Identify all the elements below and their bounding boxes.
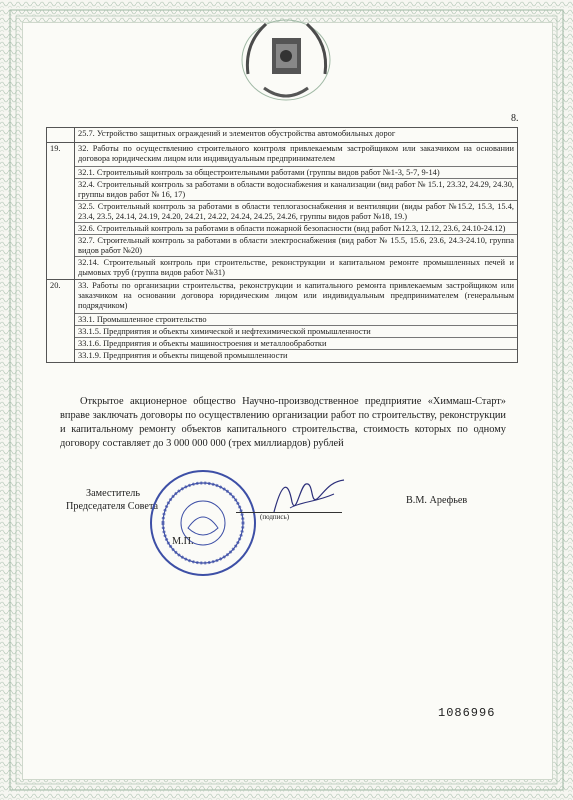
row-number <box>47 128 75 143</box>
signatory-role-line1: Заместитель <box>86 488 140 499</box>
table-line: 33.1.5. Предприятия и объекты химической и нефтехимической промышленности <box>75 325 517 337</box>
table-line: 32. Работы по осуществлению строительного контроля привлекаемым застройщиком или заказчиком на основании договора юридическим лицом или индивидуальным предпринимателем <box>78 144 514 163</box>
stamp-place-label: М.П. <box>172 536 194 547</box>
row-content <box>75 280 518 363</box>
table-row <box>47 280 518 363</box>
emblem-wreath-icon <box>226 4 347 114</box>
row-content <box>75 128 518 143</box>
table-line: 32.7. Строительный контроль за работами в области электроснабжения (вид работ № 15.5, 15.6, 23.6, 24.3-24.10, группа видов работ №20) <box>75 234 517 256</box>
table-line: 32.4. Строительный контроль за работами в области водоснабжения и канализации (вид работ № 15.1, 23.32, 24.29, 24.30, группы видов работ № 16, 17) <box>75 178 517 200</box>
table-line: 33.1.9. Предприятия и объекты пищевой промышленности <box>75 349 517 361</box>
row-content <box>75 143 518 280</box>
table-line: 32.1. Строительный контроль за общестроительными работами (группы видов работ №1-3, 5-7, 9-14) <box>75 166 517 178</box>
table-line: 33. Работы по организации строительства, реконструкции и капитального ремонта привлекаемым застройщиком или заказчиком на основании договора юридическим лицом или индивидуальным предпринимателем (генеральным подрядчиком) <box>78 281 514 310</box>
serial-number: 1086996 <box>438 706 496 720</box>
table-row <box>47 143 518 280</box>
permission-statement: Открытое акционерное общество Научно-производственное предприятие «Химмаш-Старт» вправе заключать договоры по осуществлению организации работ по строительству, реконструкции и капитальному ремонту объектов капитального строительства, стоимость которых по одному договору составляет до 3 000 000 000 (трех миллиардов) рублей <box>60 396 506 449</box>
signature-caption: (подпись) <box>260 513 290 521</box>
row-number: 19. <box>47 143 75 280</box>
table-line: 25.7. Устройство защитных ограждений и элементов обустройства автомобильных дорог <box>78 129 396 138</box>
table-line: 33.1.6. Предприятия и объекты машиностроения и металлообработки <box>75 337 517 349</box>
table-line: 32.5. Строительный контроль за работами в области теплогазоснабжения и вентиляции (виды работ №15.2, 15.3, 15.4, 23.4, 23.5, 24.14, 24.19, 24.20, 24.21, 24.22, 24.24, 24.25, 24.26, группы видов работ №18, 19.) <box>75 200 517 222</box>
table-line: 33.1. Промышленное строительство <box>75 313 517 325</box>
round-seal-stamp <box>148 468 258 578</box>
signatory-name: В.М. Арефьев <box>406 495 468 506</box>
table-row <box>47 128 518 143</box>
table-line: 32.14. Строительный контроль при строительстве, реконструкции и капитальном ремонте промышленных печей и дымовых труб (группа видов работ №31) <box>75 256 517 278</box>
row-number: 20. <box>47 280 75 363</box>
page-number: 8. <box>511 113 519 124</box>
table-line: 32.6. Строительный контроль за работами в области пожарной безопасности (вид работ №12.3, 12.12, 23.6, 24.10-24.12) <box>75 222 517 234</box>
work-types-table <box>46 127 518 363</box>
signatory-role-line2: Председателя Совета <box>66 501 159 512</box>
